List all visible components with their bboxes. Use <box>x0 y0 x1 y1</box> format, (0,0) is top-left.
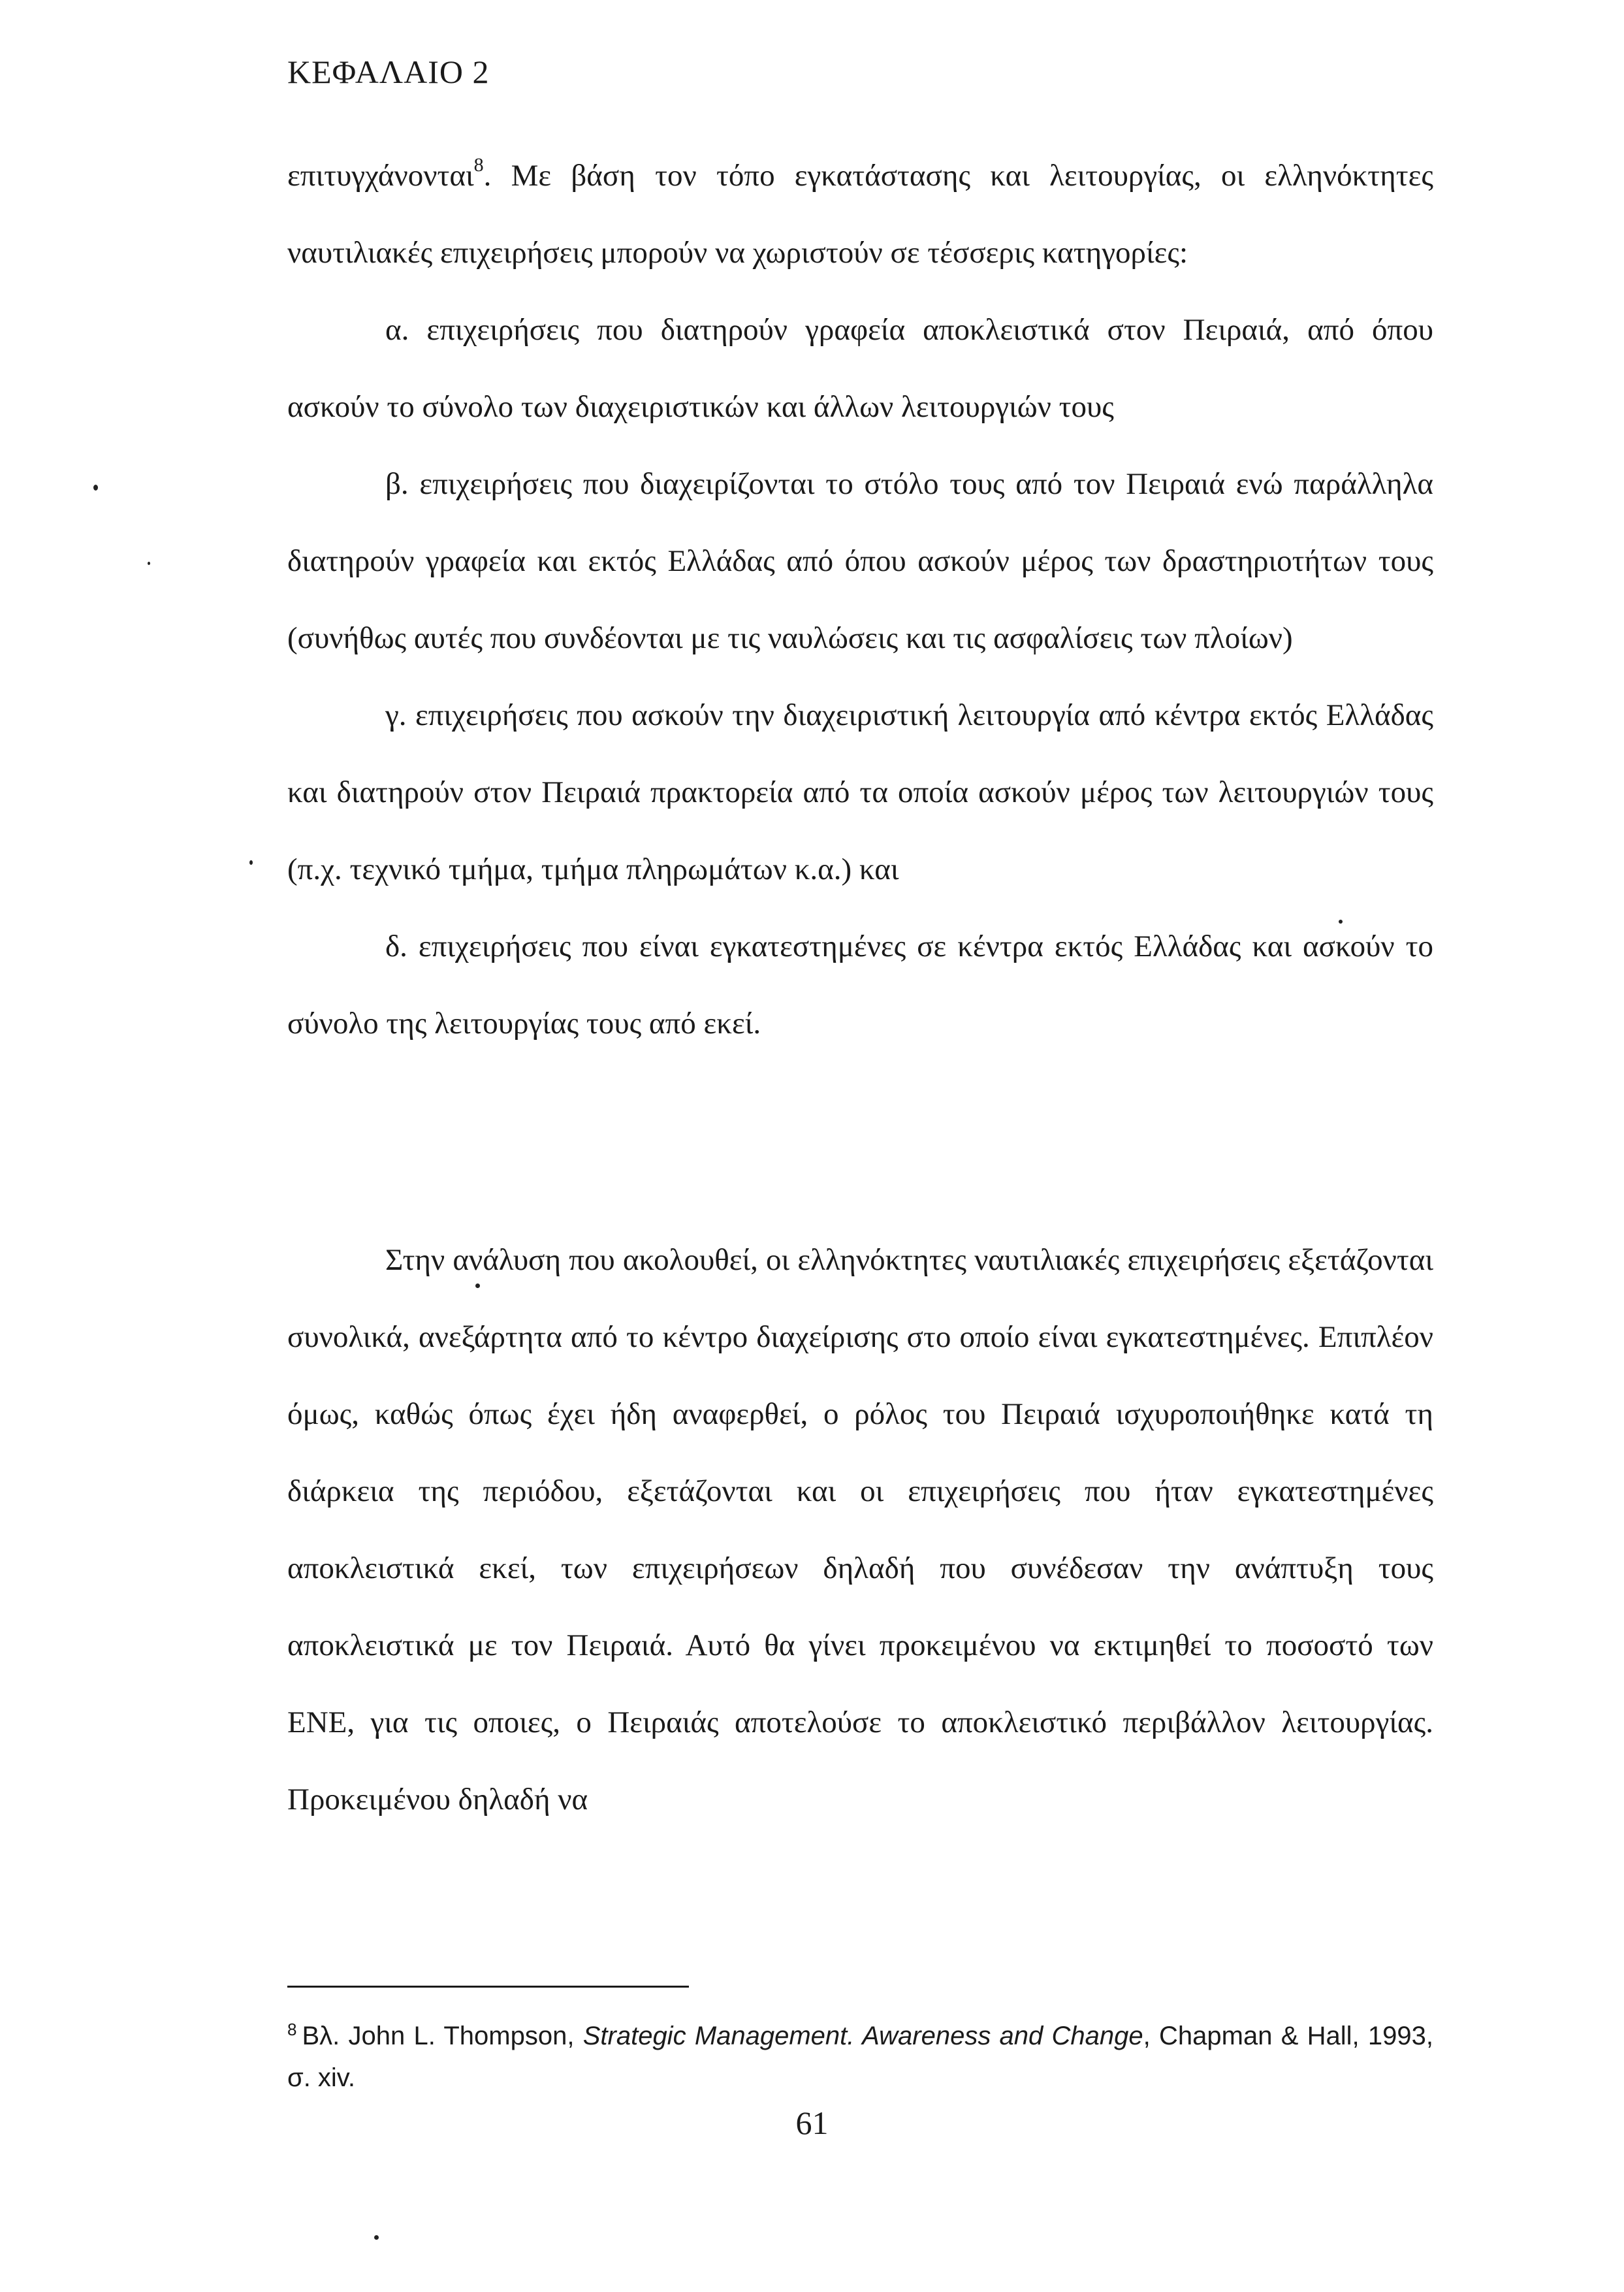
category-list <box>287 291 1433 1062</box>
intro-text-start: επιτυγχάνονται <box>287 159 474 193</box>
footnote-number: 8 <box>287 2020 297 2039</box>
list-item-d: δ. επιχειρήσεις που είναι εγκατεστημένες σε κέντρα εκτός Ελλάδας και ασκούν το σύνολο της λειτουργίας τους από εκεί. <box>287 929 1433 1041</box>
intro-text <box>287 137 1433 291</box>
scan-speck <box>475 1283 480 1288</box>
scan-speck <box>1339 920 1343 924</box>
scan-speck <box>374 2235 379 2240</box>
list-item-a: α. επιχειρήσεις που διατηρούν γραφεία αποκλειστικά στον Πειραιά, από όπου ασκούν το σύνολο των διαχειριστικών και άλλων λειτουργιών τους <box>287 313 1433 424</box>
scan-speck <box>249 860 253 865</box>
list-item-b: β. επιχειρήσεις που διαχειρίζονται το στόλο τους από τον Πειραιά ενώ παράλληλα διατηρούν γραφεία και εκτός Ελλάδας από όπου ασκούν μέρος των δραστηριοτήτων τους (συνήθως αυτές που συνδέονται με τις ναυλώσεις και τις ασφαλίσεις των πλοίων) <box>287 467 1433 655</box>
footnote-prefix: Βλ. John L. Thompson, <box>302 2022 583 2050</box>
footnote-suffix: , Chapman & Hall, 1993, σ. xiv. <box>287 2022 1433 2092</box>
footnote-reference[interactable]: 8 <box>473 154 484 176</box>
intro-text-end: . Με βάση τον τόπο εγκατάστασης και λειτουργίας, οι ελληνόκτητες ναυτιλιακές επιχειρήσεις μπορούν να χωριστούν σε τέσσερις κατηγορίες: <box>287 159 1433 270</box>
scan-speck <box>148 562 150 565</box>
intro-paragraph <box>287 137 1433 291</box>
analysis-section <box>287 1221 1433 1838</box>
footnote <box>287 2015 1433 2099</box>
scan-speck <box>93 485 98 491</box>
running-head: ΚΕΦΑΛΑΙΟ 2 <box>287 54 490 90</box>
footnote-title: Strategic Management. Awareness and Change <box>582 2022 1143 2050</box>
page-number: 61 <box>795 2105 829 2141</box>
list-item-c: γ. επιχειρήσεις που ασκούν την διαχειριστική λειτουργία από κέντρα εκτός Ελλάδας και διατηρούν στον Πειραιά πρακτορεία από τα οποία ασκούν μέρος των λειτουργιών τους (π.χ. τεχνικό τμήμα, τμήμα πληρωμάτων κ.α.) και <box>287 698 1433 886</box>
analysis-paragraph: Στην ανάλυση που ακολουθεί, οι ελληνόκτητες ναυτιλιακές επιχειρήσεις εξετάζονται συνολικά, ανεξάρτητα από το κέντρο διαχείρισης στο οποίο είναι εγκατεστημένες. Επιπλέον όμως, καθώς όπως έχει ήδη αναφερθεί, ο ρόλος του Πειραιά ισχυροποιήθηκε κατά τη διάρκεια της περιόδου, εξετάζονται και οι επιχειρήσεις που ήταν εγκατεστημένες αποκλειστικά εκεί, των επιχειρήσεων δηλαδή που συνέδεσαν την ανάπτυξη τους αποκλειστικά με τον Πειραιά. Αυτό θα γίνει προκειμένου να εκτιμηθεί το ποσοστό των ΕΝΕ, για τις οποιες, ο Πειραιάς αποτελούσε το αποκλειστικό περιβάλλον λειτουργίας. Προκειμένου δηλαδή να <box>287 1243 1433 1816</box>
footnote-divider <box>287 1986 689 1988</box>
